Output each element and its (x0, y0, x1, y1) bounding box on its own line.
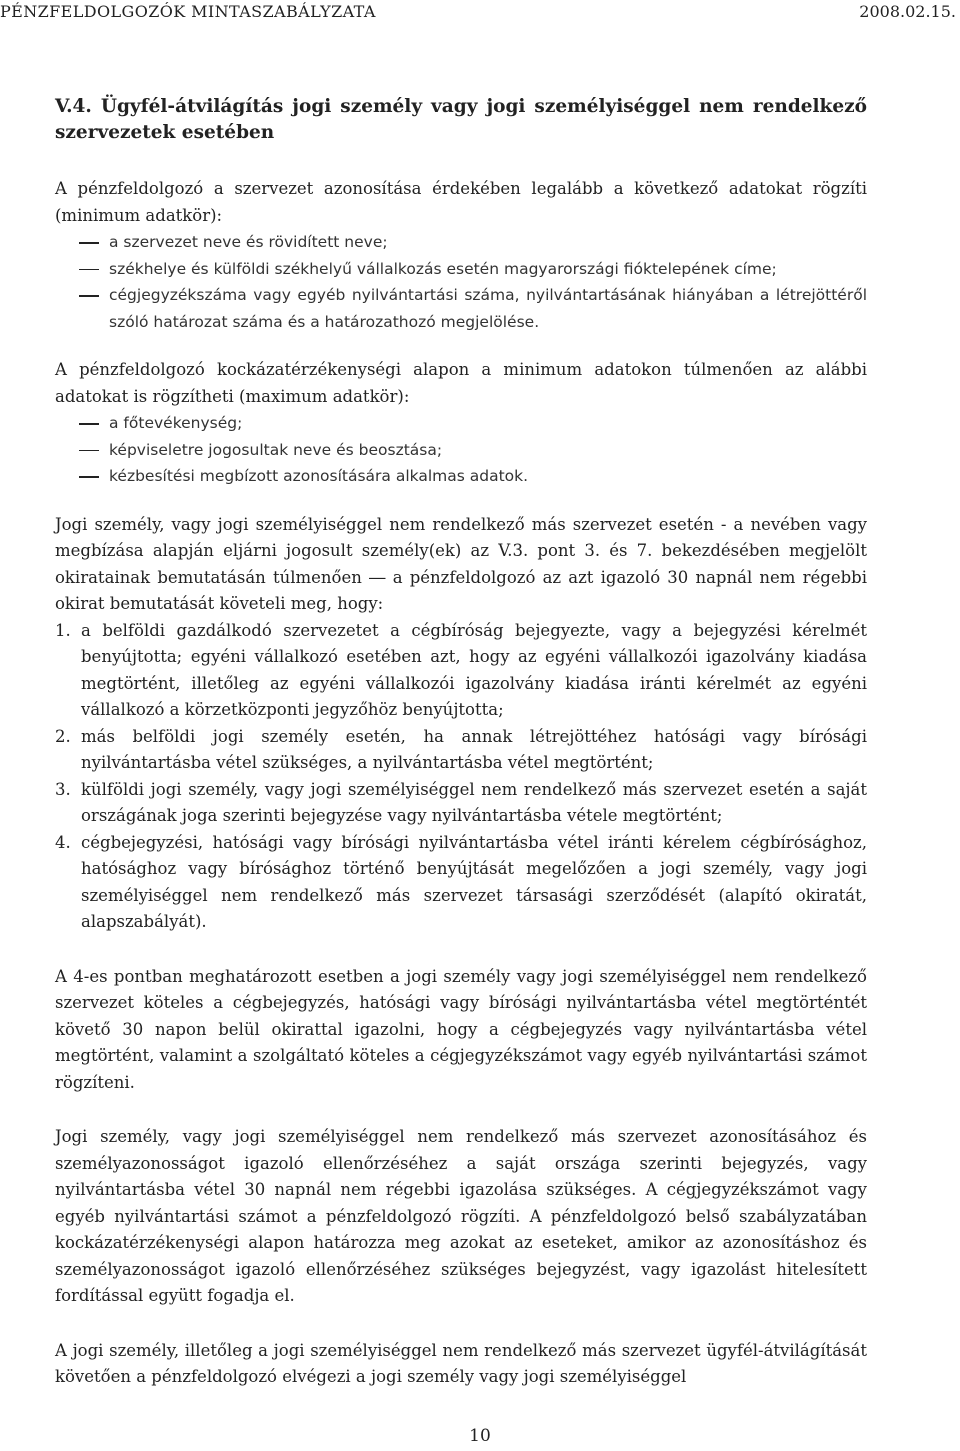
numbered-item: 1. a belföldi gazdálkodó szervezetet a cégbíróság bejegyezte, vagy a bejegyzési kérelmét benyújtotta; egyéni vállalkozó esetében azt, hogy az egyéni vállalkozói igazolvány kiadása megtörtént, illetőleg az egyéni vállalkozói igazolvány kiadása iránti kérelmét az egyéni vállalkozó a körzetközponti jegyzőhöz benyújtotta; (55, 620, 867, 719)
dash-bullet (79, 295, 99, 297)
page-header (0, 0, 960, 24)
section-title: V.4. Ügyfél-átvilágítás jogi személy vagy jogi személyiséggel nem rendelkező szervezetek esetében (55, 96, 867, 143)
numbered-item: 3. külföldi jogi személy, vagy jogi személyiséggel nem rendelkező más szervezet esetén a saját országának joga szerinti bejegyzése vagy nyilvántartásba vétele megtörtént; (55, 779, 867, 825)
paragraph-identification: Jogi személy, vagy jogi személyiséggel nem rendelkező más szervezet azonosításához és személyazonosságot igazoló ellenőrzéséhez a saját országa szerinti bejegyzés, vagy nyilvántartásba vétel 30 napnál nem régebbi igazolása szükséges. A cégjegyzékszámot vagy egyéb nyilvántartási számot a pénzfeldolgozó rögzíti. A pénzfeldolgozó belső szabályzatában kockázatérzékenységi alapon határozza meg azokat az eseteket, amikor az azonosításhoz és személyazonosságot igazoló ellenőrzéséhez szükséges bejegyzést, vagy igazolást hitelesített fordítással együtt fogadja el. (55, 1127, 867, 1305)
dash-bullet (79, 269, 99, 271)
numbered-list (55, 618, 867, 936)
dash-bullet (79, 476, 99, 478)
document-title: PÉNZFELDOLGOZÓK MINTASZABÁLYZATA (0, 2, 376, 21)
paragraph-maximum-data: A pénzfeldolgozó kockázatérzékenységi alapon a minimum adatokon túlmenően az alábbi adatokat is rögzítheti (maximum adatkör): (55, 360, 867, 406)
list-item: a főtevékenység; (55, 410, 867, 437)
document-date: 2008.02.15. (859, 2, 956, 21)
paragraph-point-4: A 4-es pontban meghatározott esetben a jogi személy vagy jogi személyiséggel nem rendelkező szervezet köteles a cégbejegyzés, hatósági vagy bírósági nyilvántartásba vétel megtörténtét követő 30 napon belül okirattal igazolni, hogy a cégbejegyzés vagy nyilvántartásba vétel megtörtént, valamint a szolgáltató köteles a cégjegyzékszámot vagy egyéb nyilvántartási számot rögzíteni. (55, 966, 867, 1092)
numbered-item: 2. más belföldi jogi személy esetén, ha annak létrejöttéhez hatósági vagy bírósági nyilvántartásba vétel szükséges, a nyilvántartásba vétel megtörtént; (55, 726, 867, 772)
maximum-data-list (55, 410, 867, 490)
paragraph-minimum-data: A pénzfeldolgozó a szervezet azonosítása érdekében legalább a következő adatokat rögzíti (minimum adatkör): (55, 179, 867, 225)
page-number: 10 (469, 1426, 491, 1446)
dash-bullet (79, 450, 99, 452)
paragraph-continuation: A jogi személy, illetőleg a jogi személyiséggel nem rendelkező más szervezet ügyfél-átvilágítását követően a pénzfeldolgozó elvégezi a jogi személy vagy jogi személyiséggel (55, 1340, 867, 1386)
list-item: képviseletre jogosultak neve és beosztása; (55, 437, 867, 464)
minimum-data-list (55, 229, 867, 335)
numbered-item: 4. cégbejegyzési, hatósági vagy bírósági nyilvántartásba vétel iránti kérelem cégbírósághoz, hatósághoz vagy bírósághoz történő benyújtását megelőzően a jogi személy, vagy jogi személyiséggel nem rendelkező más szervezet társasági szerződését (alapító okiratát, alapszabályát). (55, 832, 867, 931)
list-item: a szervezet neve és rövidített neve; (55, 229, 867, 256)
list-item: székhelye és külföldi székhelyű vállalkozás esetén magyarországi fióktelepének címe; (55, 256, 867, 283)
dash-bullet (79, 423, 99, 425)
list-item: kézbesítési megbízott azonosítására alkalmas adatok. (55, 463, 867, 490)
document-body (55, 94, 867, 1391)
dash-bullet (79, 242, 99, 244)
list-item: cégjegyzékszáma vagy egyéb nyilvántartási száma, nyilvántartásának hiányában a létrejöttéről szóló határozat száma és a határozathozó megjelölése. (55, 282, 867, 335)
paragraph-documents: Jogi személy, vagy jogi személyiséggel nem rendelkező más szervezet esetén - a nevében vagy megbízása alapján eljárni jogosult személy(ek) az V.3. pont 3. és 7. bekezdésében megjelölt okiratainak bemutatásán túlmenően ― a pénzfeldolgozó az azt igazoló 30 napnál nem régebbi okirat bemutatását követeli meg, hogy: (55, 514, 867, 613)
